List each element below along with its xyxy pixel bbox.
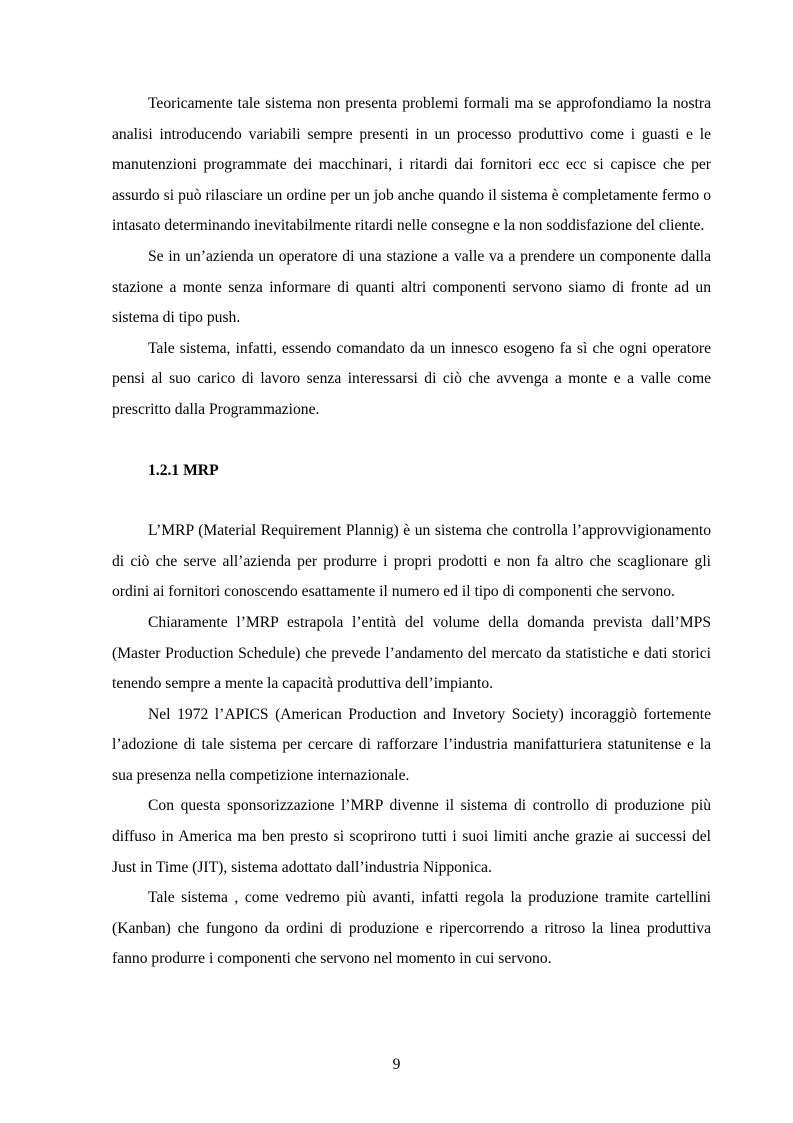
- body-paragraph: Tale sistema , come vedremo più avanti, infatti regola la produzione tramite cartellini (Kanban) che fungono da ordini di produzione e ripercorrendo a ritroso la linea produttiva fanno produrre i componenti che servono nel momento in cui servono.: [112, 889, 711, 968]
- body-paragraph: Chiaramente l’MRP estrapola l’entità del volume della domanda prevista dall’MPS (Master Production Schedule) che prevede l’andamento del mercato da statistiche e dati storici tenendo sempre a mente la capacità produttiva dell’impianto.: [112, 613, 711, 693]
- body-paragraph: Se in un’azienda un operatore di una stazione a valle va a prendere un componente dalla stazione a monte senza informare di quanti altri componenti servono siamo di fronte ad un sistema di tipo push.: [112, 247, 711, 327]
- section-body: [112, 516, 711, 975]
- body-paragraph: Tale sistema, infatti, essendo comandato da un innesco esogeno fa sì che ogni operatore pensi al suo carico di lavoro senza interessarsi di ciò che avvenga a monte e a valle come prescritto dalla Programmazione.: [112, 339, 711, 418]
- body-paragraph: Teoricamente tale sistema non presenta problemi formali ma se approfondiamo la nostra analisi introducendo variabili sempre presenti in un processo produttivo come i guasti e le manutenzioni programmate dei macchinari, i ritardi dai fornitori ecc ecc si capisce che per assurdo si può rilasciare un ordine per un job anche quando il sistema è completamente fermo o intasato determinando inevitabilmente ritardi nelle consegne e la non soddisfazione del cliente.: [112, 95, 711, 235]
- document-page: [112, 89, 711, 975]
- body-paragraph: L’MRP (Material Requirement Plannig) è un sistema che controlla l’approvvigionamento di ciò che serve all’azienda per produrre i propri prodotti e non fa altro che scaglionare gli ordini ai fornitori conoscendo esattamente il numero ed il tipo di componenti che servono.: [112, 522, 711, 601]
- body-paragraph: Nel 1972 l’APICS (American Production and Invetory Society) incoraggiò fortemente l’adozione di tale sistema per cercare di rafforzare l’industria manifatturiera statunitense e la sua presenza nella competizione internazionale.: [112, 705, 711, 784]
- body-paragraph: Con questa sponsorizzazione l’MRP divenne il sistema di controllo di produzione più diffuso in America ma ben presto si scoprirono tutti i suoi limiti anche grazie ai successi del Just in Time (JIT), sistema adottato dall’industria Nipponica.: [112, 797, 711, 876]
- section-heading: 1.2.1 MRP: [148, 461, 219, 479]
- page-number: 9: [392, 1056, 401, 1073]
